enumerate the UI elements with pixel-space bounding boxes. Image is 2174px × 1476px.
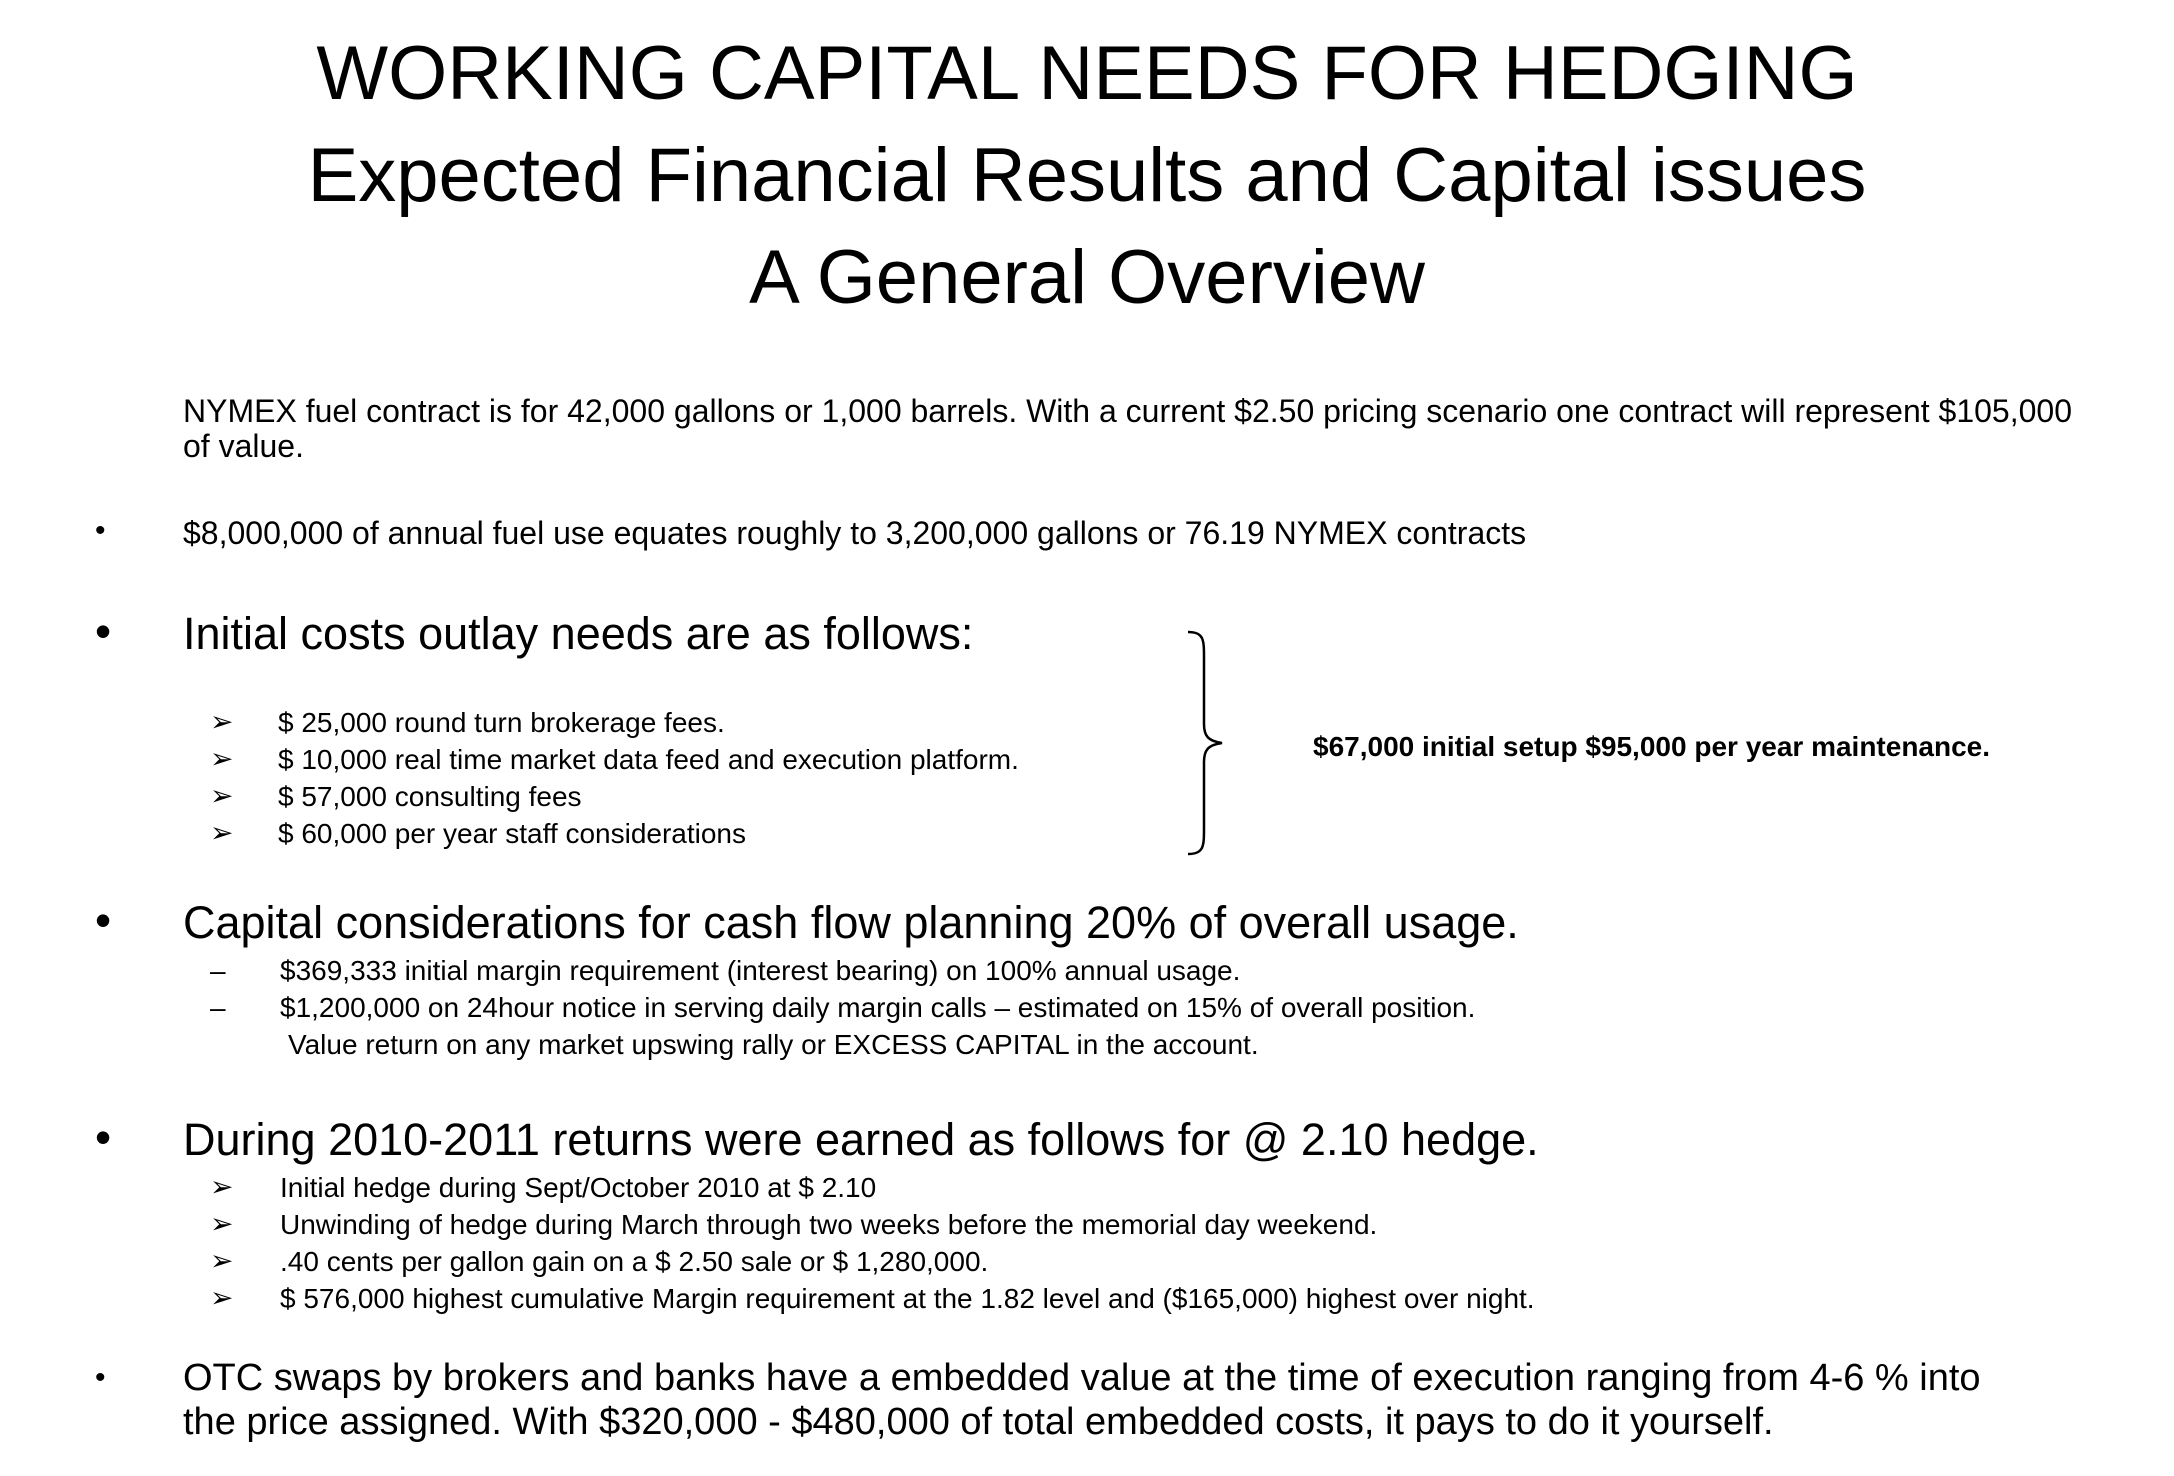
capital-considerations-bullet: Capital considerations for cash flow planning 20% of overall usage. <box>183 897 1519 948</box>
list-item: $ 10,000 real time market data feed and execution platform. <box>278 744 1019 775</box>
bullet-icon: • <box>95 605 112 657</box>
list-item: $ 57,000 consulting fees <box>278 781 582 812</box>
list-item: $1,200,000 on 24hour notice in serving daily margin calls – estimated on 15% of overall position. <box>280 992 1476 1023</box>
bullet-icon: • <box>95 514 106 547</box>
arrow-icon: ➢ <box>210 1282 234 1313</box>
arrow-icon: ➢ <box>210 817 234 848</box>
list-item: $ 60,000 per year staff considerations <box>278 818 747 849</box>
bullet-icon: • <box>95 1111 112 1163</box>
dash-icon: – <box>210 955 226 986</box>
returns-bullet: During 2010-2011 returns were earned as follows for @ 2.10 hedge. <box>183 1114 1539 1165</box>
intro-paragraph: NYMEX fuel contract is for 42,000 gallons or 1,000 barrels. With a current $2.50 pricing scenario one contract will represent $105,000 of value. <box>183 393 2072 464</box>
bullet-icon: • <box>95 894 112 946</box>
arrow-icon: ➢ <box>210 706 234 737</box>
list-item: .40 cents per gallon gain on a $ 2.50 sale or $ 1,280,000. <box>280 1246 989 1277</box>
right-brace-icon <box>1180 628 1230 858</box>
bullet-icon: • <box>95 1361 106 1394</box>
page-subtitle: Expected Financial Results and Capital issues <box>307 133 1867 218</box>
arrow-icon: ➢ <box>210 1245 234 1276</box>
dash-icon: – <box>210 992 226 1023</box>
list-item: $ 25,000 round turn brokerage fees. <box>278 707 725 738</box>
page-title: WORKING CAPITAL NEEDS FOR HEDGING <box>316 31 1858 116</box>
arrow-icon: ➢ <box>210 780 234 811</box>
list-item: Unwinding of hedge during March through two weeks before the memorial day weekend. <box>280 1209 1378 1240</box>
list-item: $369,333 initial margin requirement (interest bearing) on 100% annual usage. <box>280 955 1241 986</box>
otc-swaps-line-1: OTC swaps by brokers and banks have a embedded value at the time of execution ranging from 4-6 % into <box>183 1357 1981 1399</box>
list-item: $ 576,000 highest cumulative Margin requirement at the 1.82 level and ($165,000) highest over night. <box>280 1283 1535 1314</box>
fuel-use-bullet: $8,000,000 of annual fuel use equates roughly to 3,200,000 gallons or 76.19 NYMEX contracts <box>183 515 1527 551</box>
page-subtitle-overview: A General Overview <box>749 235 1425 320</box>
setup-cost-summary: $67,000 initial setup $95,000 per year maintenance. <box>1313 731 1991 762</box>
arrow-icon: ➢ <box>210 743 234 774</box>
arrow-icon: ➢ <box>210 1208 234 1239</box>
value-return-note: Value return on any market upswing rally or EXCESS CAPITAL in the account. <box>288 1029 1259 1060</box>
arrow-icon: ➢ <box>210 1171 234 1202</box>
otc-swaps-line-2: the price assigned. With $320,000 - $480,000 of total embedded costs, it pays to do it yourself. <box>183 1401 1774 1443</box>
initial-costs-bullet: Initial costs outlay needs are as follows: <box>183 608 974 659</box>
list-item: Initial hedge during Sept/October 2010 at $ 2.10 <box>280 1172 877 1203</box>
